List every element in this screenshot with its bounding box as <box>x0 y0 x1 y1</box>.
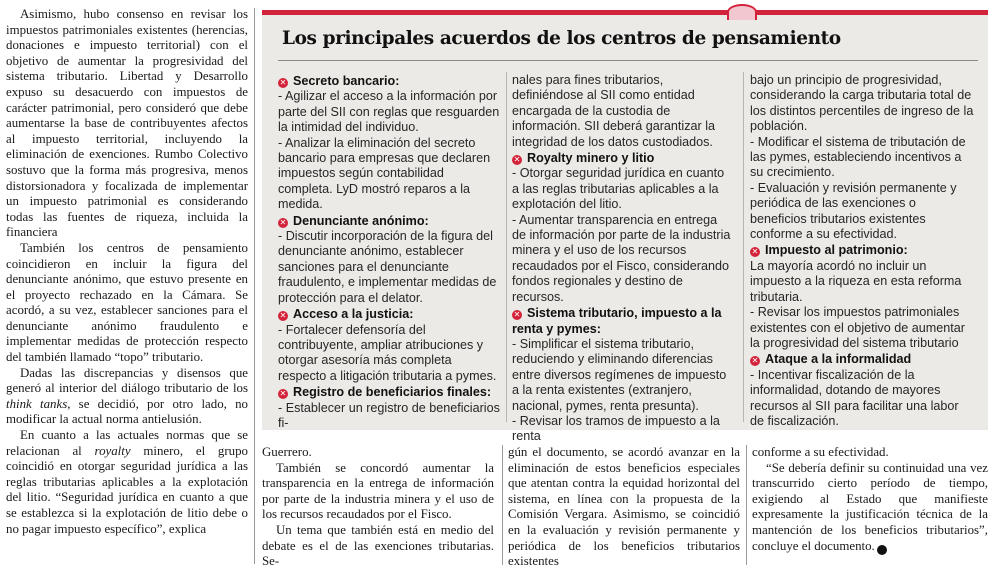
left-article-column <box>6 7 248 537</box>
section-heading <box>278 214 500 229</box>
section-heading <box>512 306 734 337</box>
left-p4-text-b: minero, el grupo coincidió en otorgar seguridad jurídica a las reglas tributarias aplicables a la explotación del litio. “Seguridad jurídica en cuanto a que se establezca si la explotación de litio debe o no pagar impuesto específico”, explica <box>6 443 248 536</box>
left-p3-text-a: Dadas las discrepancias y disensos que generó al interior del diálogo tributario de los <box>6 365 248 396</box>
left-p3-text-b: , se decidió, por otro lado, no modificar la actual norma antielusión. <box>6 396 248 427</box>
section-heading-text: Secreto bancario: <box>293 74 400 88</box>
list-item: - Fortalecer defensoría del contribuyente, ampliar atribuciones y otorgar asesoría más completa respecto a litigación tributaria a pymes. <box>278 322 497 383</box>
section-heading <box>278 307 500 322</box>
section-heading-text: Denunciante anónimo: <box>293 213 429 228</box>
list-item: - Aumentar transparencia en entrega de información por parte de la industria minera y el uso de los recursos recaudados por el Fisco, considerando fondos regionales y destino de recursos. <box>512 212 731 304</box>
bullet-icon: ✕ <box>513 155 521 165</box>
box-title-divider <box>278 60 978 61</box>
left-paragraph-2: También los centros de pensamiento coincidieron en incluir la figura del denunciante anónimo, que estuvo presente en el proyecto rechazado en la Cámara. Se acordó, a su vez, establecer sanciones para el denunciante anónimo fraudulento e implementar medidas de protección respecto del también llamado “topo” tributario. <box>6 240 248 365</box>
end-mark-icon: P <box>877 545 887 555</box>
box-title: Los principales acuerdos de los centros de pensamiento <box>282 28 841 49</box>
bullet-icon: ✕ <box>279 217 287 227</box>
list-item: - Otorgar seguridad jurídica en cuanto a las reglas tributarias aplicables a la explotación del litio. <box>512 166 725 212</box>
left-p3-emphasis: think tanks <box>6 396 68 411</box>
body-paragraph: gún el documento, se acordó avanzar en la eliminación de estos beneficios especiales que atentan contra la equidad horizontal del sistema, en línea con la propuesta de la Comisión Vergara. Asimismo, se coincidió en la evaluación y revisión permanente y periódica de los beneficios tributarios existentes <box>508 445 740 569</box>
column-divider <box>746 445 747 565</box>
left-p4-text-a: En cuanto a las actuales normas que se relacionan al <box>6 428 248 458</box>
body-paragraph: Guerrero. <box>262 445 312 459</box>
list-item: bajo un principio de progresividad, considerando la carga tributaria total de los distintos percentiles de ingreso de la población. <box>750 73 974 134</box>
section-heading-text: Sistema tributario, impuesto a la renta y pymes: <box>512 306 722 336</box>
list-item: - Incentivar fiscalización de la informalidad, dotando de mayores recursos al SII para facilitar una labor de fiscalización. <box>750 367 959 428</box>
body-paragraph <box>752 461 988 555</box>
box-column-1 <box>278 73 500 431</box>
section-heading-text: Ataque a la informalidad <box>765 352 912 367</box>
section-heading <box>278 385 500 400</box>
left-paragraph-3 <box>6 366 248 428</box>
list-item: - Modificar el sistema de tributación de las pymes, estableciendo incentivos a su crecimiento. <box>750 134 966 180</box>
section-heading-text: Impuesto al patrimonio: <box>765 243 908 258</box>
box-column-3 <box>750 73 975 429</box>
list-item: - Revisar los tramos de impuesto a la renta <box>512 413 720 444</box>
left-paragraph-4 <box>6 428 248 537</box>
body-paragraph: conforme a su efectividad. <box>752 445 889 459</box>
column-divider <box>254 8 255 564</box>
list-item: - Analizar la eliminación del secreto bancario para empresas que declaren impuestos según contabilidad completa. LyD mostró reparos a la medida. <box>278 135 491 212</box>
bullet-icon: ✕ <box>751 247 759 257</box>
left-paragraph-1: Asimismo, hubo consenso en revisar los impuestos patrimoniales existentes (herencias, donaciones e impuesto territorial) con el objetivo de aumentar la progresividad del sistema tributario. Libertad y Desarrollo expuso su desacuerdo con impuestos de carácter patrimonial, pero consideró que debe aumentarse la base de contribuyentes afectos al impuesto territorial, incluyendo la eliminación de exenciones. Rumbo Colectivo sostuvo que la forma más progresiva, menos distorsionadora y focalizada de implementar un impuesto patrimonial es considerando todas las fuentes de riqueza, incluida la financiera <box>6 7 248 240</box>
section-heading-text: Registro de beneficiarios finales: <box>293 385 492 400</box>
section-heading <box>512 151 734 166</box>
list-item: - Establecer un registro de beneficiarios fi- <box>278 400 500 430</box>
body-paragraph: Un tema que también está en medio del debate es el de las exenciones tributarias. Se- <box>262 522 494 569</box>
closing-text: “Se debería definir su continuidad una vez transcurrido cierto período de tiempo, exigiendo al Estado que manifieste expresamente la justificación técnica de la mantención de los beneficios tributarios”, concluye el documento. <box>752 460 988 553</box>
body-paragraph: También se concordó aumentar la transparencia en la entrega de información por parte de la industria minera y el uso de los recursos recaudados por el Fisco. <box>262 460 494 522</box>
section-heading <box>278 74 500 89</box>
bottom-column-2 <box>508 445 740 569</box>
bullet-icon: ✕ <box>751 356 759 366</box>
section-heading <box>750 243 975 258</box>
bullet-icon: ✕ <box>513 310 521 320</box>
bullet-icon: ✕ <box>279 78 287 87</box>
box-badge-icon <box>727 4 757 20</box>
box-accent-bar <box>262 10 988 15</box>
bottom-column-3 <box>752 445 988 555</box>
section-heading <box>750 352 975 367</box>
bottom-column-1 <box>262 445 494 569</box>
box-column-divider <box>743 72 744 422</box>
list-item: - Evaluación y revisión permanente y periódica de las exenciones o beneficios tributarios existentes conforme a su efectividad. <box>750 180 957 242</box>
box-column-2 <box>512 73 734 445</box>
bullet-icon: ✕ <box>279 389 287 399</box>
section-heading-text: Acceso a la justicia: <box>293 307 414 322</box>
list-item: nales para fines tributarios, definiéndose al SII como entidad encargada de la custodia de información. SII deberá garantizar la integridad de los datos custodiados. <box>512 73 716 149</box>
left-p4-emphasis: royalty <box>94 443 131 458</box>
list-item: La mayoría acordó no incluir un impuesto a la riqueza en esta reforma tributaria. <box>750 258 962 304</box>
list-item: - Simplificar el sistema tributario, reduciendo y eliminando diferencias entre diversos regímenes de impuesto a la renta existentes (extranjero, nacional, pymes, renta presunta). <box>512 336 727 413</box>
column-divider <box>502 445 503 565</box>
list-item: - Discutir incorporación de la figura del denunciante anónimo, establecer sanciones para el denunciante fraudulento, e implementar medidas de protección para el delator. <box>278 229 497 305</box>
bullet-icon: ✕ <box>279 311 287 321</box>
list-item: - Revisar los impuestos patrimoniales existentes con el objetivo de aumentar la progresividad del sistema tributario <box>750 305 965 350</box>
list-item: - Agilizar el acceso a la información por parte del SII con reglas que resguarden la intimidad del individuo. <box>278 89 500 135</box>
box-column-divider <box>506 72 507 422</box>
section-heading-text: Royalty minero y litio <box>527 151 655 166</box>
